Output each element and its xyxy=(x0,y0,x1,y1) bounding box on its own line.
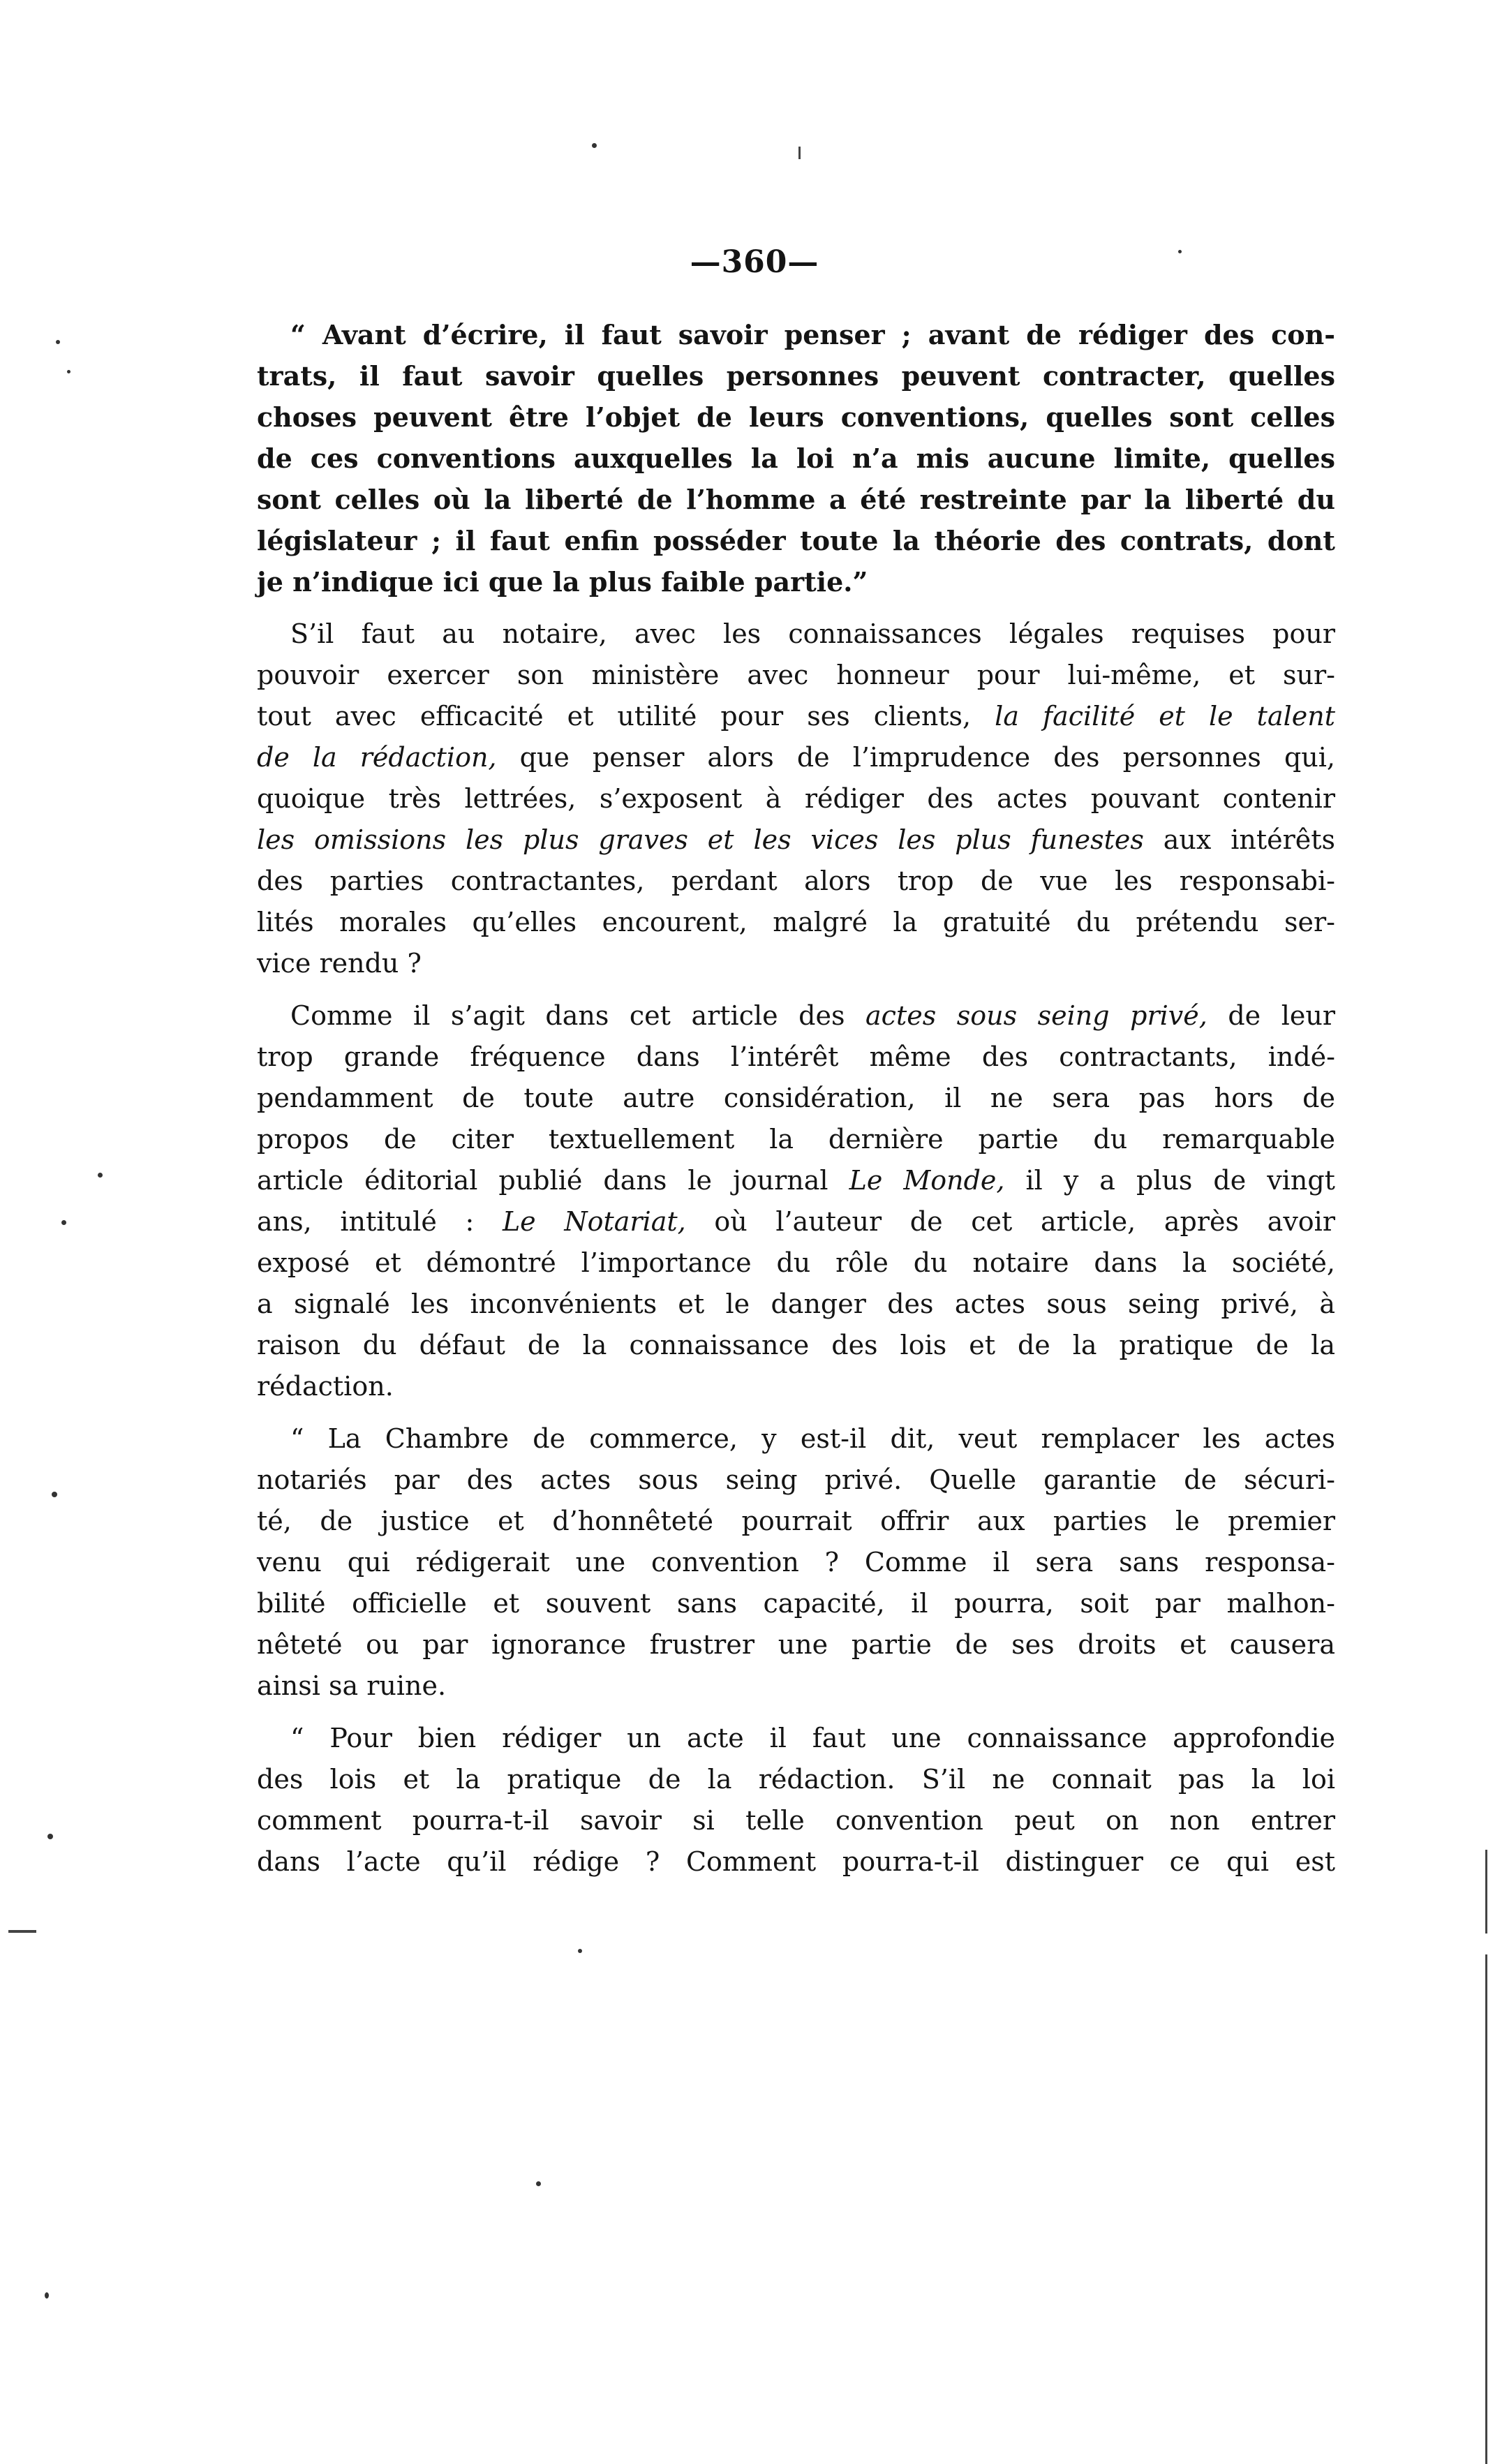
italic-phrase: de la rédaction, xyxy=(257,742,497,773)
speck xyxy=(61,1220,66,1225)
speck xyxy=(47,1834,53,1839)
journal-title: Le Monde, xyxy=(849,1165,1005,1196)
text-line: les omissions les plus graves et les vices les plus funestes aux intérêts xyxy=(257,824,1335,855)
text-line: rédaction. xyxy=(257,1371,394,1402)
text-line: pouvoir exercer son ministère avec honneur pour lui-même, et sur- xyxy=(257,660,1335,690)
paragraph-notary-skills xyxy=(257,614,1335,984)
italic-phrase: la facilité et le talent xyxy=(995,701,1335,732)
text-line: tout avec efficacité et utilité pour ses clients, la facilité et le talent xyxy=(257,701,1335,732)
text-line: ans, intitulé : Le Notariat, où l’auteur de cet article, après avoir xyxy=(257,1206,1335,1237)
text-line: lités morales qu’elles encourent, malgré la gratuité du prétendu ser- xyxy=(257,907,1335,937)
text-line: trats, il faut savoir quelles personnes peuvent contracter, quelles xyxy=(257,360,1335,392)
text-line: législateur ; il faut enfin posséder toute la théorie des contrats, dont xyxy=(257,525,1335,556)
article-title: Le Notariat, xyxy=(502,1206,686,1237)
text-line: raison du défaut de la connaissance des lois et de la pratique de la xyxy=(257,1330,1335,1360)
text-line: nêteté ou par ignorance frustrer une partie de ses droits et causera xyxy=(257,1629,1335,1660)
text-line: trop grande fréquence dans l’intérêt même des contractants, indé- xyxy=(257,1041,1335,1072)
text-line: pendamment de toute autre considération, il ne sera pas hors de xyxy=(257,1083,1335,1113)
speck xyxy=(52,1492,57,1497)
text-line: comment pourra-t-il savoir si telle convention peut on non entrer xyxy=(257,1805,1335,1836)
text-line: “ Pour bien rédiger un acte il faut une connaissance approfondie xyxy=(290,1723,1335,1753)
text-line: dans l’acte qu’il rédige ? Comment pourra-t-il distinguer ce qui est xyxy=(257,1846,1335,1877)
text-line: a signalé les inconvénients et le danger des actes sous seing privé, à xyxy=(257,1289,1335,1319)
text-line: des lois et la pratique de la rédaction. S’il ne connait pas la loi xyxy=(257,1764,1335,1795)
text-line: “ Avant d’écrire, il faut savoir penser ; avant de rédiger des con- xyxy=(290,319,1335,350)
text-line: vice rendu ? xyxy=(257,948,422,979)
scan-margin-tick xyxy=(798,147,801,159)
paragraph-private-deeds xyxy=(257,995,1335,1407)
text-line: de ces conventions auxquelles la loi n’a mis aucune limite, quelles xyxy=(257,443,1335,474)
speck xyxy=(98,1173,103,1178)
italic-phrase: les omissions les plus graves et les vices les plus funestes xyxy=(257,824,1144,855)
scan-edge-mark xyxy=(1485,1850,1487,1934)
text-line: ainsi sa ruine. xyxy=(257,1670,447,1701)
text-line: S’il faut au notaire, avec les connaissances légales requises pour xyxy=(290,618,1335,649)
text-line: notariés par des actes sous seing privé. Quelle garantie de sécuri- xyxy=(257,1464,1335,1495)
scan-edge-mark xyxy=(1485,1954,1487,2464)
body-text xyxy=(257,314,1335,1883)
speck xyxy=(45,2292,49,2299)
text-line: quoique très lettrées, s’exposent à rédiger des actes pouvant contenir xyxy=(257,783,1335,814)
speck xyxy=(578,1949,582,1953)
page-number: —360— xyxy=(690,244,819,280)
text-line: sont celles où la liberté de l’homme a été restreinte par la liberté du xyxy=(257,484,1335,515)
text-line: choses peuvent être l’objet de leurs conventions, quelles sont celles xyxy=(257,401,1335,433)
text-line: té, de justice et d’honnêteté pourrait offrir aux parties le premier xyxy=(257,1506,1335,1536)
scan-margin-tick xyxy=(8,1930,36,1933)
text-line: bilité officielle et souvent sans capacité, il pourra, soit par malhon- xyxy=(257,1588,1335,1619)
paragraph-chamber-of-commerce xyxy=(257,1418,1335,1707)
text-line: article éditorial publié dans le journal Le Monde, il y a plus de vingt xyxy=(257,1165,1335,1196)
text-line: exposé et démontré l’importance du rôle du notaire dans la société, xyxy=(257,1247,1335,1278)
text-line: “ La Chambre de commerce, y est-il dit, veut remplacer les actes xyxy=(290,1423,1335,1454)
speck xyxy=(56,340,60,344)
text-line: propos de citer textuellement la dernière partie du remarquable xyxy=(257,1124,1335,1155)
text-line: Comme il s’agit dans cet article des actes sous seing privé, de leur xyxy=(290,1000,1335,1031)
italic-phrase: actes sous seing privé, xyxy=(865,1000,1207,1031)
speck xyxy=(67,370,70,373)
paragraph-drafting-knowledge xyxy=(257,1718,1335,1883)
paragraph-quote-writing xyxy=(257,314,1335,602)
text-line: des parties contractantes, perdant alors trop de vue les responsabi- xyxy=(257,866,1335,896)
speck xyxy=(592,143,597,148)
speck xyxy=(536,2181,541,2186)
text-line: venu qui rédigerait une convention ? Comme il sera sans responsa- xyxy=(257,1547,1335,1578)
speck xyxy=(1178,250,1182,253)
text-line: je n’indique ici que la plus faible partie.” xyxy=(257,566,868,598)
text-line: de la rédaction, que penser alors de l’imprudence des personnes qui, xyxy=(257,742,1335,773)
